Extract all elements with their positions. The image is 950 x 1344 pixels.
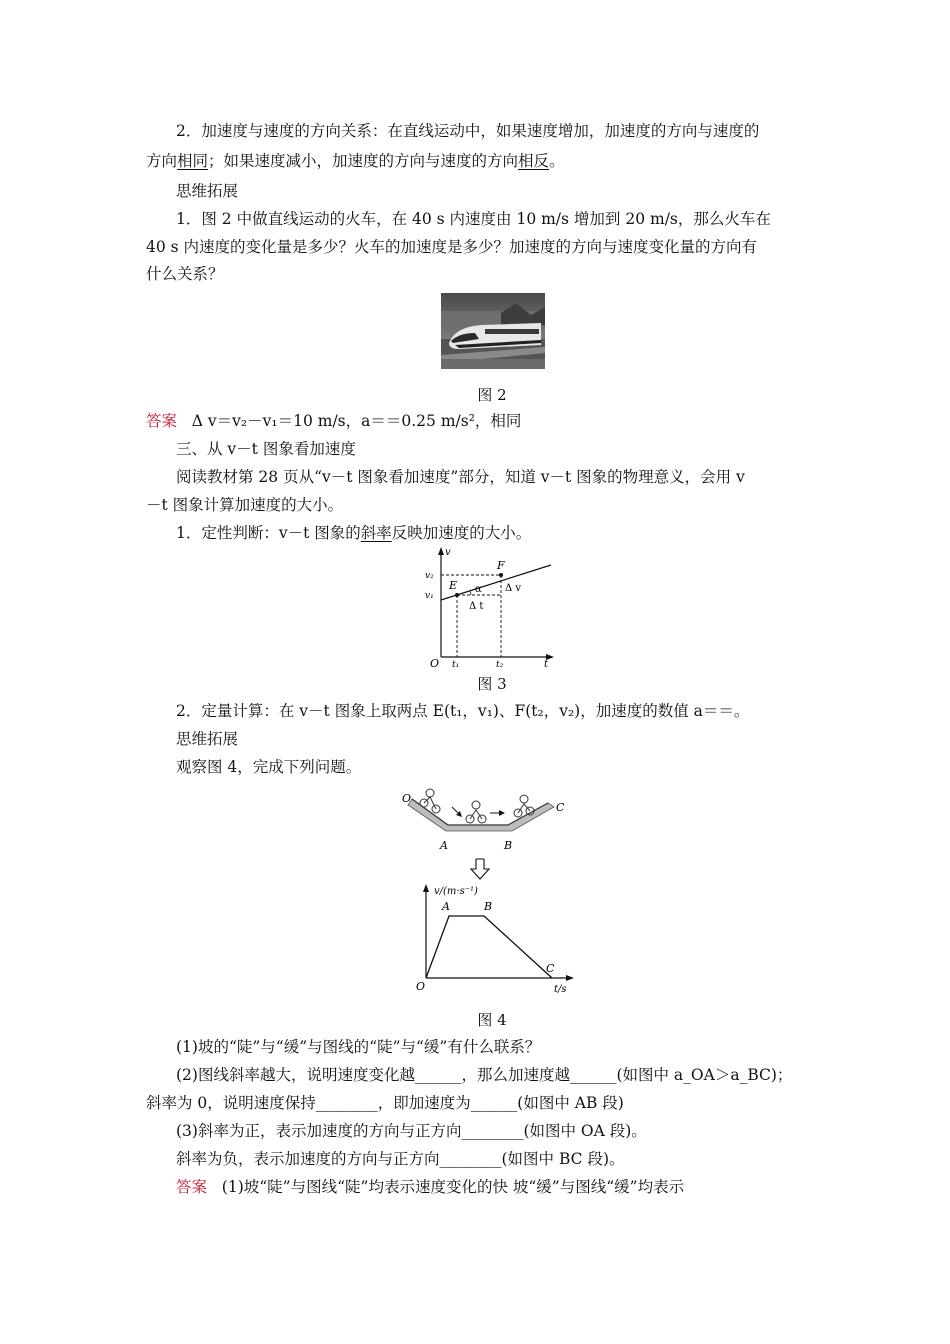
graph-line xyxy=(426,916,552,978)
label-C-top: C xyxy=(556,801,565,814)
v-axis-arrow xyxy=(438,547,444,555)
label-C: C xyxy=(546,962,555,975)
section-title: 三、从 v－t 图象看加速度 xyxy=(176,440,356,458)
label-B: B xyxy=(484,900,493,913)
reading-line: －t 图象计算加速度的大小。 xyxy=(146,496,344,514)
label-dv: Δ v xyxy=(505,583,522,594)
label-t: t xyxy=(544,659,549,670)
slope-illustration xyxy=(402,785,572,855)
label-t1: t₁ xyxy=(452,660,460,670)
label-t-axis: t/s xyxy=(554,984,567,995)
answer-label: 答案 xyxy=(146,412,178,430)
answer-slope: 斜率 xyxy=(360,524,392,542)
label-dt: Δ t xyxy=(469,601,484,612)
label-B-top: B xyxy=(504,839,513,852)
item2-text: 方向 xyxy=(146,152,178,170)
vt-graph-fig3 xyxy=(425,545,565,670)
point-F xyxy=(499,573,503,577)
item-text: 反映加速度的大小。 xyxy=(391,524,532,542)
item2-text: 2．加速度与速度的方向关系：在直线运动中，如果速度增加，加速度的方向与速度的 xyxy=(176,122,760,140)
label-t2: t₂ xyxy=(496,660,504,670)
question-line: 斜率为 0，说明速度保持________，即加速度为______(如图中 AB 段) xyxy=(146,1094,624,1112)
label-O: O xyxy=(416,980,426,993)
label-E: E xyxy=(449,579,458,592)
label-O: O xyxy=(430,657,440,670)
item2-line2 xyxy=(146,151,565,171)
hollow-down-arrow-icon xyxy=(470,858,490,880)
answer-opposite: 相反 xyxy=(518,152,550,170)
answer-label: 答案 xyxy=(176,1178,208,1196)
item2-text: ；如果速度减小，加速度的方向与速度的方向 xyxy=(208,152,519,170)
label-A: A xyxy=(442,900,450,913)
item-text: 1．定性判断：v－t 图象的 xyxy=(176,524,361,542)
vt-graph-fig4 xyxy=(404,882,576,998)
qualitative-line xyxy=(176,523,531,543)
question-line: 什么关系？ xyxy=(146,265,224,283)
answer-text: (1)坡“陡”与图线“陡”均表示速度变化的快 坡“缓”与图线“缓”均表示 xyxy=(221,1178,685,1196)
fig3-caption: 图 3 xyxy=(477,675,507,693)
fig4-caption: 图 4 xyxy=(477,1011,507,1029)
quantitative-line: 2．定量计算：在 v－t 图象上取两点 E(t₁，v₁)、F(t₂，v₂)，加速度的数值 a＝＝。 xyxy=(176,702,750,720)
answer-text: Δ v＝v₂－v₁＝10 m/s，a＝＝0.25 m/s²，相同 xyxy=(191,412,522,430)
label-A-top: A xyxy=(440,839,448,852)
label-F: F xyxy=(497,559,505,572)
answer-line xyxy=(146,411,521,431)
train-photo xyxy=(441,293,545,369)
alpha-arc xyxy=(470,591,471,595)
cyclist-icon xyxy=(466,801,486,823)
question-line: 40 s 内速度的变化量是多少？火车的加速度是多少？加速度的方向与速度变化量的方向有 xyxy=(146,238,758,256)
reading-line: 阅读教材第 28 页从“v－t 图象看加速度”部分，知道 v－t 图象的物理意义，会用 v xyxy=(176,468,745,486)
thinking-ext-heading: 思维拓展 xyxy=(176,730,239,748)
point-E xyxy=(455,593,459,597)
question-line: (2)图线斜率越大，说明速度变化越______，那么加速度越______(如图中 a_OA＞a_BC)； xyxy=(176,1066,793,1084)
label-alpha: α xyxy=(475,584,482,595)
label-v: v xyxy=(445,547,451,558)
question-line: (1)坡的“陡”与“缓”与图线的“陡”与“缓”有什么联系？ xyxy=(176,1038,541,1056)
observe-line: 观察图 4，完成下列问题。 xyxy=(176,758,362,776)
label-v2: v₂ xyxy=(425,571,434,581)
question-line: 斜率为负，表示加速度的方向与正方向________(如图中 BC 段)。 xyxy=(176,1150,625,1168)
answer-same: 相同 xyxy=(177,152,209,170)
label-O-top: O xyxy=(402,792,412,805)
question-line: 1．图 2 中做直线运动的火车，在 40 s 内速度由 10 m/s 增加到 20 m/s，那么火车在 xyxy=(176,210,771,228)
label-v-axis: v/(m·s⁻¹) xyxy=(434,886,478,897)
label-v1: v₁ xyxy=(425,591,434,601)
item2-line1 xyxy=(176,121,759,141)
question-line: (3)斜率为正，表示加速度的方向与正方向________(如图中 OA 段)。 xyxy=(176,1122,647,1140)
answer-line xyxy=(176,1177,684,1197)
fig2-caption: 图 2 xyxy=(477,386,507,404)
item2-text: 。 xyxy=(549,152,565,170)
thinking-ext-heading: 思维拓展 xyxy=(176,182,239,200)
